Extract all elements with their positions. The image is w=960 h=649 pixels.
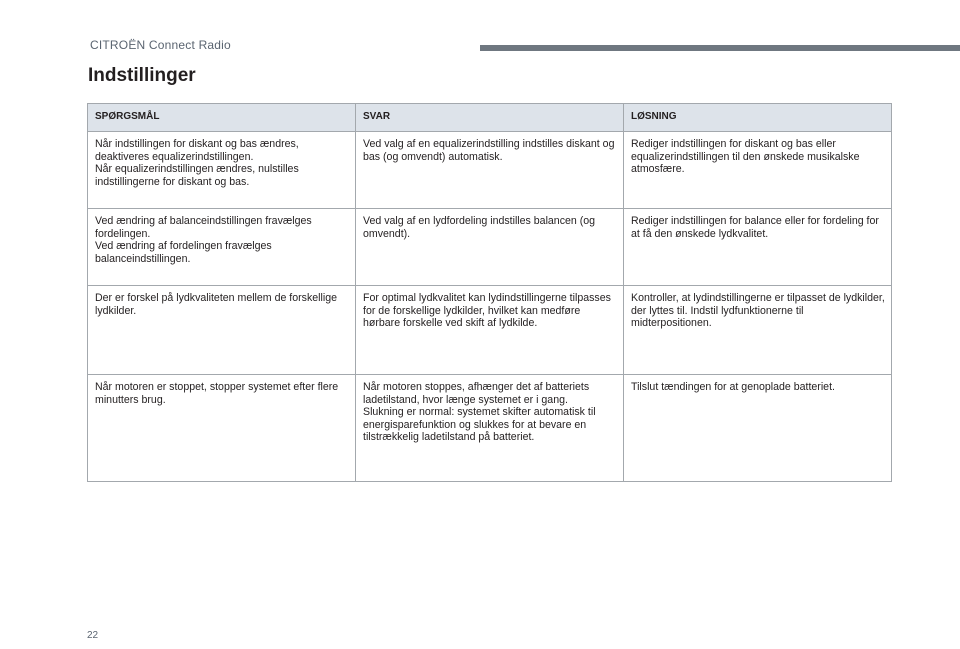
table-row xyxy=(88,286,892,375)
answer-cell: For optimal lydkvalitet kan lydindstillingerne tilpasses for de forskellige lydkilder, hvilket kan medføre hørbare forskelle ved skift af lydkilde. xyxy=(356,286,624,375)
question-cell: Ved ændring af balanceindstillingen fravælges fordelingen. Ved ændring af fordelingen fravælges balanceindstillingen. xyxy=(88,209,356,286)
troubleshooting-table xyxy=(87,103,892,482)
table-row xyxy=(88,132,892,209)
answer-cell: Ved valg af en equalizerindstilling indstilles diskant og bas (og omvendt) automatisk. xyxy=(356,132,624,209)
section-header-bar xyxy=(480,45,960,51)
section-header-title: CITROËN Connect Radio xyxy=(90,38,231,52)
table-header-row xyxy=(88,104,892,132)
answer-cell: Ved valg af en lydfordeling indstilles balancen (og omvendt). xyxy=(356,209,624,286)
solution-cell: Tilslut tændingen for at genoplade batteriet. xyxy=(624,375,892,482)
column-header-solution: LØSNING xyxy=(624,104,892,132)
table-row xyxy=(88,375,892,482)
solution-cell: Rediger indstillingen for diskant og bas eller equalizerindstillingen til den ønskede musikalske atmosfære. xyxy=(624,132,892,209)
question-cell: Der er forskel på lydkvaliteten mellem de forskellige lydkilder. xyxy=(88,286,356,375)
column-header-answer: SVAR xyxy=(356,104,624,132)
solution-cell: Kontroller, at lydindstillingerne er tilpasset de lydkilder, der lyttes til. Indstil lydfunktionerne til midterpositionen. xyxy=(624,286,892,375)
table-row xyxy=(88,209,892,286)
answer-cell: Når motoren stoppes, afhænger det af batteriets ladetilstand, hvor længe systemet er i gang. Slukning er normal: systemet skifter automatisk til energisparefunktion og slukkes for at bevare en tilstrækkelig ladetilstand på batteriet. xyxy=(356,375,624,482)
page-number: 22 xyxy=(87,630,99,641)
solution-cell: Rediger indstillingen for balance eller for fordeling for at få den ønskede lydkvalitet. xyxy=(624,209,892,286)
page-title: Indstillinger xyxy=(88,65,196,86)
question-cell: Når indstillingen for diskant og bas ændres, deaktiveres equalizerindstillingen. Når equalizerindstillingen ændres, nulstilles indstillingerne for diskant og bas. xyxy=(88,132,356,209)
column-header-question: SPØRGSMÅL xyxy=(88,104,356,132)
question-cell: Når motoren er stoppet, stopper systemet efter flere minutters brug. xyxy=(88,375,356,482)
